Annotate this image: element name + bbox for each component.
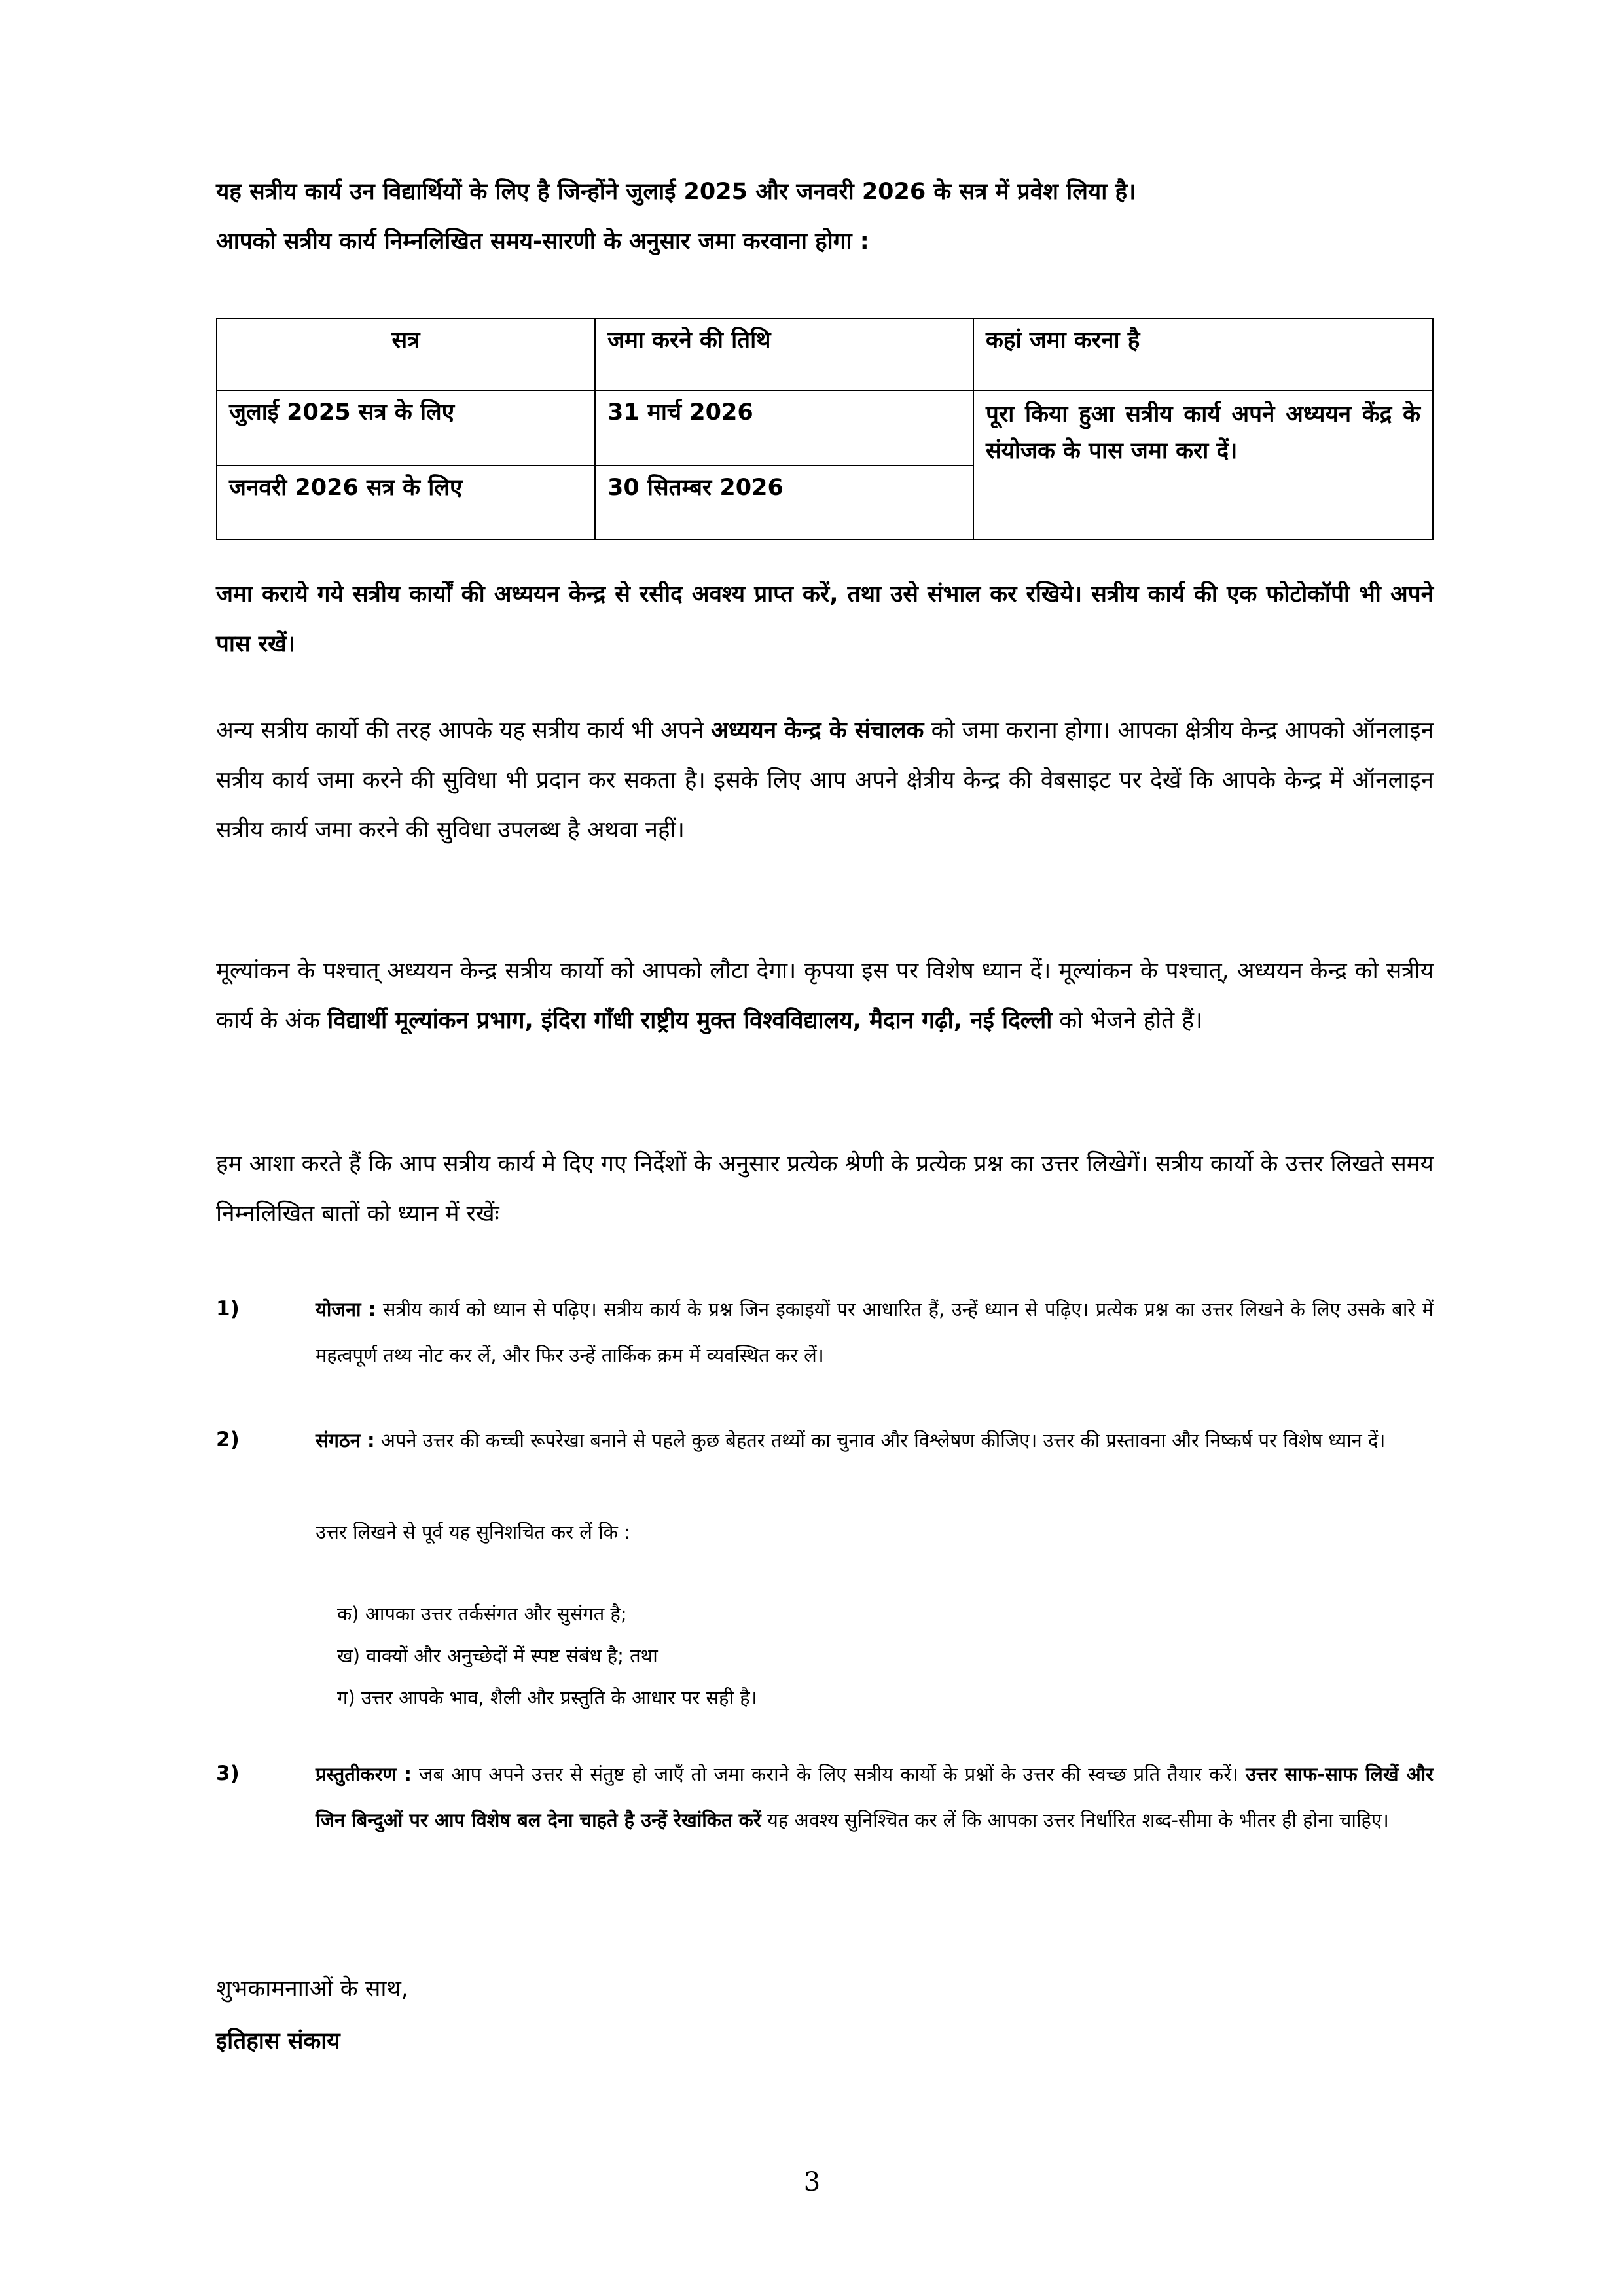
page-number: 3 bbox=[803, 2167, 821, 2197]
receipt-note: जमा कराये गये सत्रीय कार्यों की अध्ययन केन्द्र से रसीद अवश्य प्राप्त करें, तथा उसे संभाल कर रखिये। सत्रीय कार्य की एक फोटोकॉपी भी अपने पास रखें। bbox=[216, 581, 1434, 657]
point-number: 2) bbox=[216, 1428, 240, 1451]
intro-line-2: आपको सत्रीय कार्य निम्नलिखित समय-सारणी के अनुसार जमा करवाना होगा : bbox=[216, 228, 869, 255]
header-date: जमा करने की तिथि bbox=[595, 318, 973, 390]
point-title: प्रस्तुतीकरण : bbox=[316, 1763, 412, 1785]
point-number: 1) bbox=[216, 1297, 240, 1321]
table-header-row bbox=[217, 318, 1433, 390]
submission-text-2: को जमा कराना होगा। आपका क्षेत्रीय केन्द्र आपको ऑनलाइन सत्रीय कार्य जमा करने की सुविधा भी प्रदान कर सकता है। इसके लिए आप अपने क्षेत्रीय केन्द्र की वेबसाइट पर देखें कि आपके केन्द्र में ऑनलाइन सत्रीय कार्य जमा करने की सुविधा उपलब्ध है अथवा नहीं। bbox=[216, 718, 1434, 843]
submission-paragraph bbox=[216, 706, 1434, 855]
point-emphasis: उत्तर साफ-साफ लिखें और जिन बिन्दुओं पर आप विशेष बल देना चाहते है उन्हें रेखांकित करें bbox=[316, 1763, 1434, 1831]
instructions-paragraph: हम आशा करते हैं कि आप सत्रीय कार्य मे दिए गए निर्देशों के अनुसार प्रत्येक श्रेणी के प्रत्येक प्रश्न का उत्तर लिखेगें। सत्रीय कार्यो के उत्तर लिखते समय निम्नलिखित बातों को ध्यान में रखेंः bbox=[216, 1151, 1434, 1227]
where-to-submit: पूरा किया हुआ सत्रीय कार्य अपने अध्ययन केंद्र के संयोजक के पास जमा करा दें। bbox=[973, 390, 1433, 539]
evaluation-text-1: मूल्यांकन के पश्चात् अध्ययन केन्द्र सत्रीय कार्यो को आपको लौटा देगा। कृपया इस पर विशेष ध्यान दें। मूल्यांकन के पश्चात्, अध्ययन केन्द्र को सत्रीय कार्य के अंक bbox=[216, 958, 1434, 1034]
schedule-table bbox=[216, 318, 1434, 540]
submission-text-1: अन्य सत्रीय कार्यो की तरह आपके यह सत्रीय कार्य भी अपने bbox=[216, 718, 712, 744]
subpoint-ka: क) आपका उत्तर तर्कसंगत और सुसंगत है; bbox=[337, 1603, 627, 1625]
evaluation-paragraph bbox=[216, 946, 1434, 1046]
point-body bbox=[316, 1751, 1434, 1843]
closing-wishes: शुभकामनााओं के साथ, bbox=[216, 1976, 408, 2002]
table-row bbox=[217, 390, 1433, 465]
subpoint-ga: ग) उत्तर आपके भाव, शैली और प्रस्तुति के आधार पर सही है। bbox=[337, 1686, 757, 1709]
row-1-date: 31 मार्च 2026 bbox=[595, 390, 973, 465]
row-2-session: जनवरी 2026 सत्र के लिए bbox=[217, 465, 595, 539]
header-where: कहां जमा करना है bbox=[973, 318, 1433, 390]
row-2-date: 30 सितम्बर 2026 bbox=[595, 465, 973, 539]
point-extra: उत्तर लिखने से पूर्व यह सुनिशचित कर लें कि : bbox=[316, 1521, 630, 1543]
point-title: योजना : bbox=[316, 1298, 376, 1321]
subpoint-kha: ख) वाक्यों और अनुच्छेदों में स्पष्ट संबंध है; तथा bbox=[337, 1645, 658, 1667]
point-text: अपने उत्तर की कच्ची रूपरेखा बनाने से पहले कुछ बेहतर तथ्यों का चुनाव और विश्लेषण कीजिए। उत्तर की प्रस्तावना और निष्कर्ष पर विशेष ध्यान दें। bbox=[374, 1429, 1386, 1451]
point-text-2: यह अवश्य सुनिश्चित कर लें कि आपका उत्तर निर्धारित शब्द-सीमा के भीतर ही होना चाहिए। bbox=[761, 1809, 1389, 1831]
point-text: जब आप अपने उत्तर से संतुष्ट हो जाएँ तो जमा कराने के लिए सत्रीय कार्यो के प्रश्नों के उत्तर की स्वच्छ प्रति तैयार करें। bbox=[411, 1763, 1246, 1785]
evaluation-text-2: को भेजने होते हैं। bbox=[1052, 1008, 1203, 1034]
point-number: 3) bbox=[216, 1762, 240, 1785]
point-body bbox=[316, 1417, 1434, 1463]
row-1-session: जुलाई 2025 सत्र के लिए bbox=[217, 390, 595, 465]
point-title: संगठन : bbox=[316, 1429, 375, 1451]
study-centre-director: अध्ययन केन्द्र के संचालक bbox=[711, 718, 924, 744]
closing-faculty: इतिहास संकाय bbox=[216, 2028, 340, 2054]
header-session: सत्र bbox=[217, 318, 595, 390]
intro-line-1: यह सत्रीय कार्य उन विद्यार्थियों के लिए है जिन्होंने जुलाई 2025 और जनवरी 2026 के सत्र में प्रवेश लिया है। bbox=[216, 179, 1136, 205]
point-text: सत्रीय कार्य को ध्यान से पढ़िए। सत्रीय कार्य के प्रश्न जिन इकाइयों पर आधारित हैं, उन्हें ध्यान से पढ़िए। प्रत्येक प्रश्न का उत्तर लिखने के लिए उसके बारे में महत्वपूर्ण तथ्य नोट कर लें, और फिर उन्हें तार्किक क्रम में व्यवस्थित कर लें। bbox=[316, 1298, 1434, 1366]
point-body bbox=[316, 1286, 1434, 1378]
evaluation-division: विद्यार्थी मूल्यांकन प्रभाग, इंदिरा गाँधी राष्ट्रीय मुक्त विश्वविद्यालय, मैदान गढ़ी, नई दिल्ली bbox=[327, 1008, 1053, 1034]
intro-paragraph bbox=[216, 167, 1434, 266]
